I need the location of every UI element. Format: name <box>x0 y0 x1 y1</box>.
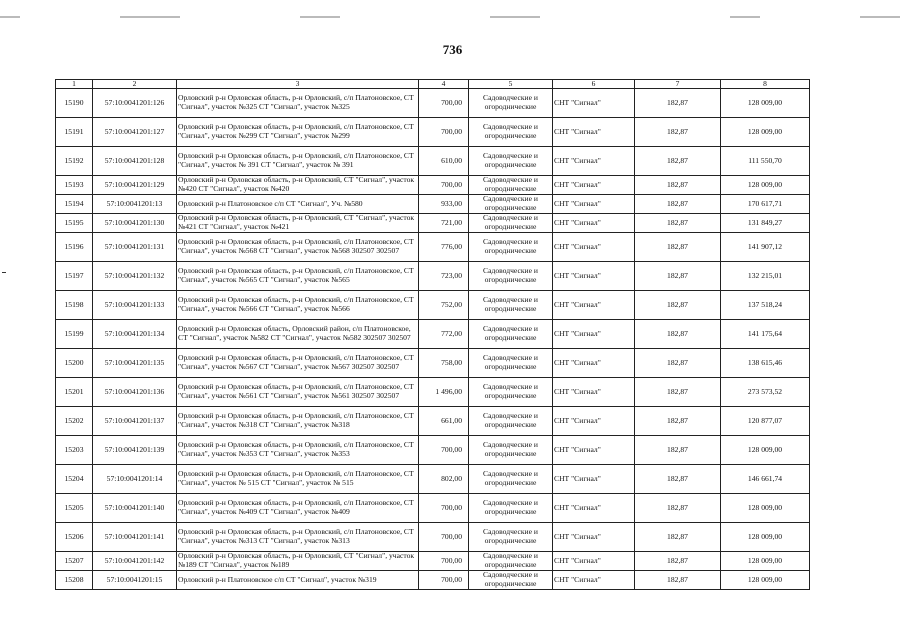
area-cell: 802,00 <box>419 465 469 494</box>
cadastral-value-cell: 141 907,12 <box>721 233 810 262</box>
row-number-cell: 15202 <box>56 407 93 436</box>
cadastral-value-cell: 146 661,74 <box>721 465 810 494</box>
cadastral-value-cell: 141 175,64 <box>721 320 810 349</box>
permitted-use-cell: Садоводческие и огороднические <box>469 349 553 378</box>
cadastral-value-cell: 137 518,24 <box>721 291 810 320</box>
page-number: 736 <box>442 42 463 57</box>
table-row <box>56 523 810 552</box>
organization-cell: СНТ "Сигнал" <box>553 494 635 523</box>
permitted-use-cell: Садоводческие и огороднические <box>469 291 553 320</box>
address-cell: Орловский р-н Орловская область, р-н Орловский, СТ "Сигнал", участок №189 СТ "Сигнал", участок №189 <box>177 552 419 571</box>
scan-noise <box>730 16 760 18</box>
row-number-cell: 15190 <box>56 89 93 118</box>
organization-cell: СНТ "Сигнал" <box>553 147 635 176</box>
organization-cell: СНТ "Сигнал" <box>553 214 635 233</box>
specific-value-cell: 182,87 <box>635 147 721 176</box>
address-cell: Орловский р-н Орловская область, р-н Орловский, с/п Платоновское, СТ "Сигнал", участок №313 СТ "Сигнал", участок №313 <box>177 523 419 552</box>
table-row <box>56 118 810 147</box>
table-row <box>56 436 810 465</box>
cadastral-number-cell: 57:10:0041201:134 <box>93 320 177 349</box>
cadastral-number-cell: 57:10:0041201:142 <box>93 552 177 571</box>
specific-value-cell: 182,87 <box>635 523 721 552</box>
cadastral-number-cell: 57:10:0041201:126 <box>93 89 177 118</box>
scan-noise <box>860 16 900 18</box>
permitted-use-cell: Садоводческие и огороднические <box>469 233 553 262</box>
table-row <box>56 291 810 320</box>
column-number: 2 <box>93 80 177 89</box>
row-number-cell: 15204 <box>56 465 93 494</box>
table-row <box>56 378 810 407</box>
area-cell: 752,00 <box>419 291 469 320</box>
scan-noise <box>120 16 180 18</box>
table-row <box>56 552 810 571</box>
table-row <box>56 407 810 436</box>
area-cell: 700,00 <box>419 118 469 147</box>
organization-cell: СНТ "Сигнал" <box>553 523 635 552</box>
permitted-use-cell: Садоводческие и огороднические <box>469 494 553 523</box>
scan-noise <box>300 16 340 18</box>
cadastral-value-cell: 128 009,00 <box>721 89 810 118</box>
address-cell: Орловский р-н Орловская область, р-н Орловский, с/п Платоновское, СТ "Сигнал", участок №566 СТ "Сигнал", участок №566 <box>177 291 419 320</box>
cadastral-number-cell: 57:10:0041201:137 <box>93 407 177 436</box>
row-number-cell: 15193 <box>56 176 93 195</box>
column-number: 3 <box>177 80 419 89</box>
specific-value-cell: 182,87 <box>635 195 721 214</box>
address-cell: Орловский р-н Орловская область, р-н Орловский, с/п Платоновское, СТ "Сигнал", участок №353 СТ "Сигнал", участок №353 <box>177 436 419 465</box>
specific-value-cell: 182,87 <box>635 262 721 291</box>
area-cell: 700,00 <box>419 494 469 523</box>
permitted-use-cell: Садоводческие и огороднические <box>469 118 553 147</box>
specific-value-cell: 182,87 <box>635 465 721 494</box>
specific-value-cell: 182,87 <box>635 89 721 118</box>
specific-value-cell: 182,87 <box>635 320 721 349</box>
permitted-use-cell: Садоводческие и огороднические <box>469 407 553 436</box>
cadastral-value-cell: 128 009,00 <box>721 176 810 195</box>
area-cell: 933,00 <box>419 195 469 214</box>
table-row <box>56 233 810 262</box>
area-cell: 700,00 <box>419 571 469 590</box>
permitted-use-cell: Садоводческие и огороднические <box>469 176 553 195</box>
permitted-use-cell: Садоводческие и огороднические <box>469 523 553 552</box>
specific-value-cell: 182,87 <box>635 349 721 378</box>
table-row <box>56 349 810 378</box>
permitted-use-cell: Садоводческие и огороднические <box>469 436 553 465</box>
address-cell: Орловский р-н Орловская область, р-н Орловский, с/п Платоновское, СТ "Сигнал", участок №325 СТ "Сигнал", участок №325 <box>177 89 419 118</box>
cadastral-value-cell: 128 009,00 <box>721 552 810 571</box>
area-cell: 700,00 <box>419 552 469 571</box>
row-number-cell: 15191 <box>56 118 93 147</box>
cadastral-number-cell: 57:10:0041201:136 <box>93 378 177 407</box>
table-row <box>56 195 810 214</box>
organization-cell: СНТ "Сигнал" <box>553 571 635 590</box>
column-number: 1 <box>56 80 93 89</box>
organization-cell: СНТ "Сигнал" <box>553 176 635 195</box>
address-cell: Орловский р-н Платоновское с/п СТ "Сигнал", участок №319 <box>177 571 419 590</box>
row-number-cell: 15201 <box>56 378 93 407</box>
specific-value-cell: 182,87 <box>635 494 721 523</box>
address-cell: Орловский р-н Орловская область, р-н Орловский, с/п Платоновское, СТ "Сигнал", участок №318 СТ "Сигнал", участок №318 <box>177 407 419 436</box>
permitted-use-cell: Садоводческие и огороднические <box>469 262 553 291</box>
permitted-use-cell: Садоводческие и огороднические <box>469 571 553 590</box>
address-cell: Орловский р-н Орловская область, р-н Орловский, с/п Платоновское, СТ "Сигнал", участок №565 СТ "Сигнал", участок №565 <box>177 262 419 291</box>
row-number-cell: 15198 <box>56 291 93 320</box>
row-number-cell: 15205 <box>56 494 93 523</box>
table-row <box>56 494 810 523</box>
row-number-cell: 15206 <box>56 523 93 552</box>
table-row <box>56 89 810 118</box>
row-number-cell: 15195 <box>56 214 93 233</box>
column-number: 5 <box>469 80 553 89</box>
organization-cell: СНТ "Сигнал" <box>553 118 635 147</box>
organization-cell: СНТ "Сигнал" <box>553 233 635 262</box>
cadastral-number-cell: 57:10:0041201:135 <box>93 349 177 378</box>
column-number: 7 <box>635 80 721 89</box>
scan-noise <box>0 16 20 18</box>
specific-value-cell: 182,87 <box>635 436 721 465</box>
column-number: 8 <box>721 80 810 89</box>
cadastral-number-cell: 57:10:0041201:141 <box>93 523 177 552</box>
row-number-cell: 15203 <box>56 436 93 465</box>
area-cell: 721,00 <box>419 214 469 233</box>
area-cell: 661,00 <box>419 407 469 436</box>
specific-value-cell: 182,87 <box>635 118 721 147</box>
permitted-use-cell: Садоводческие и огороднические <box>469 552 553 571</box>
row-number-cell: 15192 <box>56 147 93 176</box>
area-cell: 700,00 <box>419 89 469 118</box>
table-row <box>56 465 810 494</box>
permitted-use-cell: Садоводческие и огороднические <box>469 147 553 176</box>
cadastral-number-cell: 57:10:0041201:140 <box>93 494 177 523</box>
permitted-use-cell: Садоводческие и огороднические <box>469 195 553 214</box>
scan-mark <box>2 272 6 273</box>
address-cell: Орловский р-н Орловская область, р-н Орловский, с/п Платоновское, СТ "Сигнал", участок № 515 СТ "Сигнал", участок № 515 <box>177 465 419 494</box>
table-row <box>56 214 810 233</box>
organization-cell: СНТ "Сигнал" <box>553 552 635 571</box>
cadastral-number-cell: 57:10:0041201:14 <box>93 465 177 494</box>
address-cell: Орловский р-н Орловская область, р-н Орловский, с/п Платоновское, СТ "Сигнал", участок №568 СТ "Сигнал", участок №568 302507 302507 <box>177 233 419 262</box>
cadastral-number-cell: 57:10:0041201:127 <box>93 118 177 147</box>
organization-cell: СНТ "Сигнал" <box>553 291 635 320</box>
table-row <box>56 176 810 195</box>
specific-value-cell: 182,87 <box>635 571 721 590</box>
cadastral-number-cell: 57:10:0041201:131 <box>93 233 177 262</box>
address-cell: Орловский р-н Платоновское с/п СТ "Сигнал", Уч. №580 <box>177 195 419 214</box>
specific-value-cell: 182,87 <box>635 407 721 436</box>
cadastral-value-cell: 128 009,00 <box>721 571 810 590</box>
cadastral-value-cell: 120 877,07 <box>721 407 810 436</box>
address-cell: Орловский р-н Орловская область, р-н Орловский, с/п Платоновское, СТ "Сигнал", участок №409 СТ "Сигнал", участок №409 <box>177 494 419 523</box>
area-cell: 772,00 <box>419 320 469 349</box>
cadastral-value-cell: 132 215,01 <box>721 262 810 291</box>
column-number-row <box>56 80 810 89</box>
row-number-cell: 15196 <box>56 233 93 262</box>
organization-cell: СНТ "Сигнал" <box>553 89 635 118</box>
cadastral-number-cell: 57:10:0041201:13 <box>93 195 177 214</box>
area-cell: 700,00 <box>419 436 469 465</box>
cadastral-value-cell: 111 550,70 <box>721 147 810 176</box>
specific-value-cell: 182,87 <box>635 378 721 407</box>
cadastral-value-cell: 128 009,00 <box>721 436 810 465</box>
area-cell: 610,00 <box>419 147 469 176</box>
area-cell: 776,00 <box>419 233 469 262</box>
cadastral-value-cell: 128 009,00 <box>721 118 810 147</box>
organization-cell: СНТ "Сигнал" <box>553 436 635 465</box>
address-cell: Орловский р-н Орловская область, р-н Орловский, с/п Платоновское, СТ "Сигнал", участок № 391 СТ "Сигнал", участок № 391 <box>177 147 419 176</box>
row-number-cell: 15207 <box>56 552 93 571</box>
cadastral-value-cell: 273 573,52 <box>721 378 810 407</box>
table-row <box>56 571 810 590</box>
area-cell: 700,00 <box>419 523 469 552</box>
cadastral-value-cell: 138 615,46 <box>721 349 810 378</box>
address-cell: Орловский р-н Орловская область, р-н Орловский, СТ "Сигнал", участок №421 СТ "Сигнал", участок №421 <box>177 214 419 233</box>
row-number-cell: 15208 <box>56 571 93 590</box>
cadastral-value-cell: 128 009,00 <box>721 523 810 552</box>
specific-value-cell: 182,87 <box>635 214 721 233</box>
area-cell: 700,00 <box>419 176 469 195</box>
address-cell: Орловский р-н Орловская область, Орловский район, с/п Платоновское, СТ "Сигнал", участок №582 СТ "Сигнал", участок №582 302507 302507 <box>177 320 419 349</box>
specific-value-cell: 182,87 <box>635 233 721 262</box>
cadastral-value-cell: 131 849,27 <box>721 214 810 233</box>
permitted-use-cell: Садоводческие и огороднические <box>469 465 553 494</box>
permitted-use-cell: Садоводческие и огороднические <box>469 320 553 349</box>
column-number: 4 <box>419 80 469 89</box>
cadastral-value-cell: 170 617,71 <box>721 195 810 214</box>
area-cell: 723,00 <box>419 262 469 291</box>
row-number-cell: 15199 <box>56 320 93 349</box>
organization-cell: СНТ "Сигнал" <box>553 465 635 494</box>
area-cell: 1 496,00 <box>419 378 469 407</box>
scan-noise <box>490 16 540 18</box>
cadastral-number-cell: 57:10:0041201:15 <box>93 571 177 590</box>
row-number-cell: 15197 <box>56 262 93 291</box>
organization-cell: СНТ "Сигнал" <box>553 195 635 214</box>
address-cell: Орловский р-н Орловская область, р-н Орловский, с/п Платоновское, СТ "Сигнал", участок №299 СТ "Сигнал", участок №299 <box>177 118 419 147</box>
address-cell: Орловский р-н Орловская область, р-н Орловский, с/п Платоновское, СТ "Сигнал", участок №567 СТ "Сигнал", участок №567 302507 302507 <box>177 349 419 378</box>
organization-cell: СНТ "Сигнал" <box>553 349 635 378</box>
organization-cell: СНТ "Сигнал" <box>553 407 635 436</box>
land-plots-table-wrapper <box>55 79 809 590</box>
address-cell: Орловский р-н Орловская область, р-н Орловский, СТ "Сигнал", участок №420 СТ "Сигнал", участок №420 <box>177 176 419 195</box>
cadastral-number-cell: 57:10:0041201:139 <box>93 436 177 465</box>
address-cell: Орловский р-н Орловская область, р-н Орловский, с/п Платоновское, СТ "Сигнал", участок №561 СТ "Сигнал", участок №561 302507 302507 <box>177 378 419 407</box>
cadastral-number-cell: 57:10:0041201:129 <box>93 176 177 195</box>
specific-value-cell: 182,87 <box>635 552 721 571</box>
permitted-use-cell: Садоводческие и огороднические <box>469 378 553 407</box>
organization-cell: СНТ "Сигнал" <box>553 262 635 291</box>
specific-value-cell: 182,87 <box>635 291 721 320</box>
organization-cell: СНТ "Сигнал" <box>553 320 635 349</box>
row-number-cell: 15200 <box>56 349 93 378</box>
column-number: 6 <box>553 80 635 89</box>
row-number-cell: 15194 <box>56 195 93 214</box>
permitted-use-cell: Садоводческие и огороднические <box>469 214 553 233</box>
organization-cell: СНТ "Сигнал" <box>553 378 635 407</box>
table-row <box>56 262 810 291</box>
cadastral-number-cell: 57:10:0041201:130 <box>93 214 177 233</box>
area-cell: 758,00 <box>419 349 469 378</box>
table-row <box>56 320 810 349</box>
table-row <box>56 147 810 176</box>
land-plots-table <box>55 79 810 590</box>
cadastral-number-cell: 57:10:0041201:132 <box>93 262 177 291</box>
cadastral-value-cell: 128 009,00 <box>721 494 810 523</box>
cadastral-number-cell: 57:10:0041201:133 <box>93 291 177 320</box>
permitted-use-cell: Садоводческие и огороднические <box>469 89 553 118</box>
cadastral-number-cell: 57:10:0041201:128 <box>93 147 177 176</box>
specific-value-cell: 182,87 <box>635 176 721 195</box>
